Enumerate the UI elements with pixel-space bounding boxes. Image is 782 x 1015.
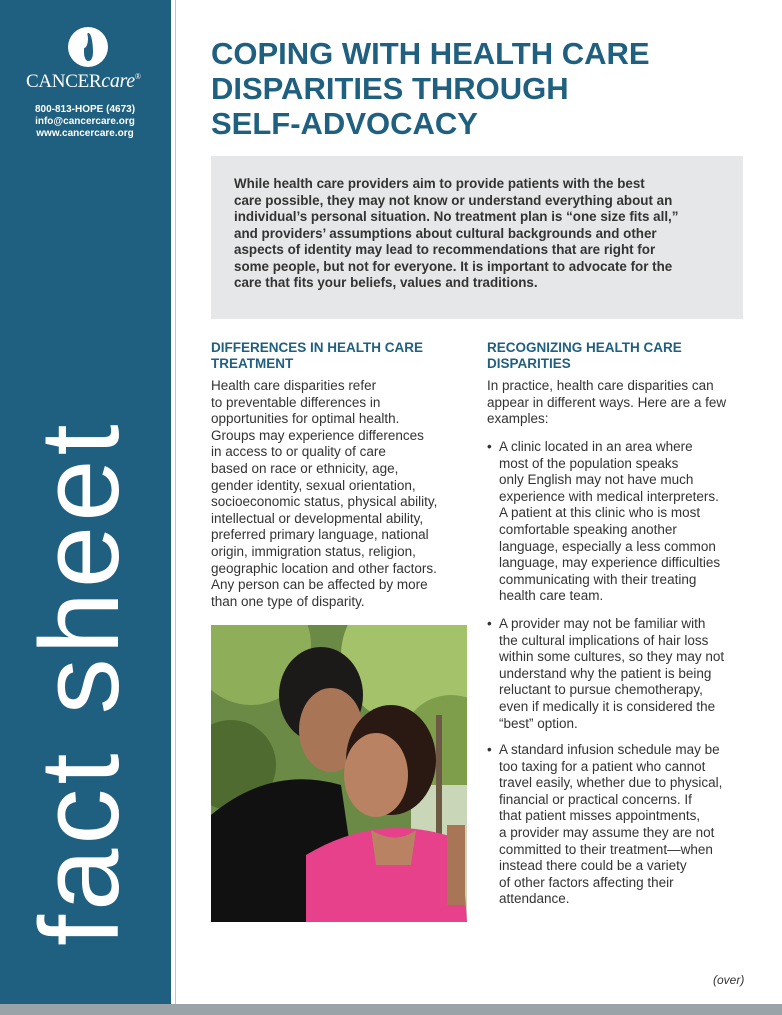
differences-paragraph xyxy=(211,378,471,610)
text-line: In practice, health care disparities can xyxy=(487,378,714,393)
text-line: preferred primary language, national xyxy=(211,527,429,543)
intro-paragraph xyxy=(234,176,724,292)
heading-line: TREATMENT xyxy=(211,356,294,371)
text-line: language, especially a less common xyxy=(499,538,716,554)
text-line: instead there could be a variety xyxy=(499,858,687,874)
title-line: DISPARITIES THROUGH xyxy=(211,71,569,106)
over-label: (over) xyxy=(713,973,745,987)
text-line: gender identity, sexual orientation, xyxy=(211,477,416,493)
photo-illustration xyxy=(211,625,467,922)
heading-line: DIFFERENCES IN HEALTH CARE xyxy=(211,340,424,355)
bullet-dot: • xyxy=(487,616,492,631)
text-line: language, may experience difficulties xyxy=(499,555,721,571)
heading-line: RECOGNIZING HEALTH CARE xyxy=(487,340,682,355)
title-line: SELF-ADVOCACY xyxy=(211,106,478,141)
text-line: A clinic located in an area where xyxy=(499,439,693,454)
text-line: A provider may not be familiar with xyxy=(499,616,706,631)
disparity-example-bullet xyxy=(487,616,761,732)
bullet-dot: • xyxy=(487,439,492,454)
text-line: appear in different ways. Here are a few xyxy=(487,394,727,410)
logo-text-plain: CANCER xyxy=(26,71,102,92)
page-title xyxy=(211,36,751,141)
text-line: based on race or ethnicity, age, xyxy=(211,460,399,476)
section-heading-differences xyxy=(211,340,461,372)
text-line: travel easily, whether due to physical, xyxy=(499,775,723,791)
page-bottom-edge xyxy=(0,1004,782,1015)
text-line: financial or practical concerns. If xyxy=(499,791,692,807)
text-line: “best” option. xyxy=(499,715,578,731)
recognizing-intro-paragraph xyxy=(487,378,752,428)
phone-number: 800-813-HOPE (4673) xyxy=(34,104,136,115)
photo-mother-and-son xyxy=(211,625,467,922)
logo-registered-mark: ® xyxy=(134,72,141,81)
text-line: While health care providers aim to provide patients with the best xyxy=(234,176,645,191)
text-line: of other factors affecting their xyxy=(499,874,674,890)
text-line: that patient misses appointments, xyxy=(499,808,701,824)
text-line: Health care disparities refer xyxy=(211,378,377,393)
fact-sheet-label: fact sheet xyxy=(17,420,142,946)
text-line: some people, but not for everyone. It is important to advocate for the xyxy=(234,258,673,274)
text-line: understand why the patient is being xyxy=(499,665,712,681)
heading-line: DISPARITIES xyxy=(487,356,571,371)
email-link[interactable]: info@cancercare.org xyxy=(35,116,135,127)
text-line: individual’s personal situation. No treatment plan is “one size fits all,” xyxy=(234,209,679,224)
title-line: COPING WITH HEALTH CARE xyxy=(211,36,650,71)
text-line: origin, immigration status, religion, xyxy=(211,543,416,559)
logo-text-italic: care xyxy=(101,70,135,92)
text-line: committed to their treatment—when xyxy=(499,841,713,857)
text-line: even if medically it is considered the xyxy=(499,698,716,714)
text-line: experience with medical interpreters. xyxy=(499,488,719,504)
text-line: geographic location and other factors. xyxy=(211,560,437,576)
text-line: intellectual or developmental ability, xyxy=(211,510,424,526)
text-line: Any person can be affected by more xyxy=(211,577,428,593)
text-line: in access to or quality of care xyxy=(211,444,386,460)
text-line: examples: xyxy=(487,411,549,427)
text-line: and providers’ assumptions about cultural backgrounds and other xyxy=(234,225,657,241)
sidebar-divider-line xyxy=(175,0,176,1004)
text-line: socioeconomic status, physical ability, xyxy=(211,494,438,510)
disparity-example-bullet xyxy=(487,742,761,908)
bullet-dot: • xyxy=(487,742,492,757)
text-line: within some cultures, so they may not xyxy=(499,649,725,665)
text-line: than one type of disparity. xyxy=(211,593,365,609)
text-line: A patient at this clinic who is most xyxy=(499,505,701,521)
text-line: A standard infusion schedule may be xyxy=(499,742,720,757)
text-line: the cultural implications of hair loss xyxy=(499,632,709,648)
cancercare-logo xyxy=(26,70,156,93)
text-line: aspects of identity may lead to recommendations that are right for xyxy=(234,242,656,257)
disparity-example-bullet xyxy=(487,439,761,605)
text-line: a provider may assume they are not xyxy=(499,824,715,840)
text-line: attendance. xyxy=(499,891,570,907)
text-line: most of the population speaks xyxy=(499,455,679,471)
section-heading-recognizing xyxy=(487,340,747,372)
text-line: care that fits your beliefs, values and traditions. xyxy=(234,275,538,290)
text-line: care possible, they may not know or understand everything about an xyxy=(234,192,673,208)
text-line: comfortable speaking another xyxy=(499,521,677,537)
text-line: reluctant to pursue chemotherapy, xyxy=(499,682,703,698)
text-line: Groups may experience differences xyxy=(211,427,424,443)
text-line: too taxing for a patient who cannot xyxy=(499,758,706,774)
website-link[interactable]: www.cancercare.org xyxy=(36,128,134,139)
text-line: only English may not have much xyxy=(499,472,694,488)
text-line: opportunities for optimal health. xyxy=(211,411,400,427)
text-line: health care team. xyxy=(499,588,604,604)
text-line: to preventable differences in xyxy=(211,394,381,410)
text-line: communicating with their treating xyxy=(499,571,697,587)
